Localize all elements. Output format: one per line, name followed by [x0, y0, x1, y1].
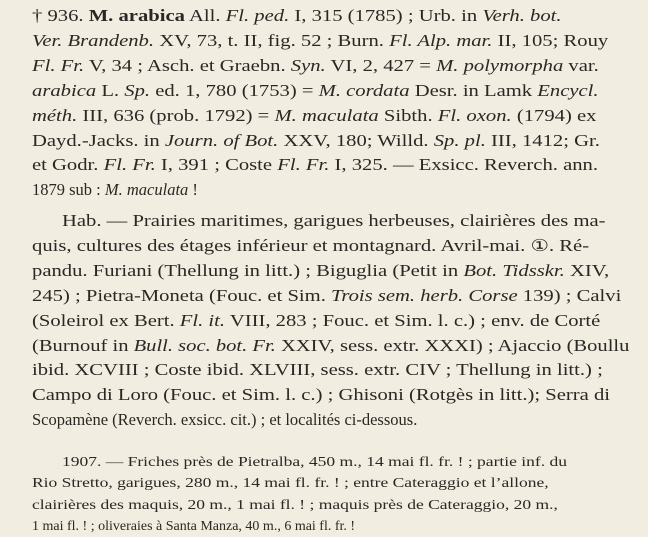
text-run: 245) ; Pietra-Moneta (Fouc. et Sim. [32, 286, 332, 305]
text-run: 139) ; Calvi [517, 286, 622, 305]
habitat-line [32, 383, 610, 407]
text-run: Fl. Fr. [32, 56, 85, 75]
text-run: ! [188, 180, 198, 199]
text-run: Fl. Alp. mar. [389, 31, 493, 50]
text-run: Sp. [124, 81, 151, 100]
note-line [32, 474, 549, 494]
text-run: Fl. Fr. [277, 155, 330, 174]
entry-line [32, 29, 608, 53]
entry-line [32, 129, 600, 153]
entry-line [32, 104, 596, 128]
text-run: XIV, [564, 261, 610, 280]
text-run: quis, cultures des étages inférieur et montagnard. Avril-mai. ①. Ré- [32, 236, 590, 255]
text-run: 1907. — Friches près de Pietralba, 450 m., 14 mai fl. fr. ! ; partie inf. du [62, 455, 567, 470]
text-run: Bot. Tidsskr. [463, 261, 565, 280]
note-line [62, 453, 567, 473]
habitat-line [62, 209, 606, 233]
text-run: III, 636 (prob. 1792) = [77, 106, 275, 125]
text-run: M. maculata [104, 180, 189, 199]
text-run: M. arabica [88, 6, 185, 25]
text-run: (Soleirol ex Bert. [32, 311, 180, 330]
text-run: Syn. [290, 56, 326, 75]
text-run: ed. 1, 780 (1753) = [150, 81, 319, 100]
text-run: (Burnouf in [32, 336, 134, 355]
text-run: Encycl. [537, 81, 599, 100]
text-run: Trois sem. herb. Corse [331, 286, 518, 305]
habitat-line [32, 284, 621, 308]
text-run: XXV, 180; Willd. [278, 131, 434, 150]
text-run: All. [184, 6, 226, 25]
entry-line [32, 54, 599, 78]
text-run: I, 325. — Exsicc. Reverch. ann. [329, 155, 599, 174]
habitat-line [32, 259, 609, 283]
note-line [32, 517, 355, 537]
text-run: III, 1412; Gr. [485, 131, 600, 150]
text-run: Ver. Brandenb. [32, 31, 155, 50]
text-run: (1794) ex [511, 106, 597, 125]
entry-line [32, 153, 598, 177]
text-run: 1 mai fl. ! ; oliveraies à Santa Manza, 40 m., 6 mai fl. fr. ! [32, 519, 356, 534]
text-run: Scopamène (Reverch. exsicc. cit.) ; et localités ci-dessous. [32, 410, 418, 429]
text-run: XV, 73, t. II, fig. 52 ; Burn. [154, 31, 390, 50]
text-run: Fl. it. [179, 311, 226, 330]
text-run: Hab. — Prairies maritimes, garigues herbeuses, clairières des ma- [62, 211, 606, 230]
habitat-line [32, 334, 629, 358]
text-run: I, 315 (1785) ; Urb. in [289, 6, 483, 25]
text-run: M. polymorpha [436, 56, 564, 75]
text-run: M. maculata [274, 106, 379, 125]
text-run: 1879 sub : [32, 180, 105, 199]
habitat-line [32, 408, 417, 432]
text-run: Fl. ped. [225, 6, 290, 25]
habitat-line [32, 358, 603, 382]
text-run: et Godr. [32, 155, 104, 174]
text-run: VI, 2, 427 = [325, 56, 437, 75]
text-run: L. [96, 81, 125, 100]
text-run: † 936. [32, 6, 89, 25]
text-run: Journ. of Bot. [164, 131, 279, 150]
text-run: I, 391 ; Coste [155, 155, 278, 174]
text-run: Desr. in Lamk [409, 81, 538, 100]
text-run: Campo di Loro (Fouc. et Sim. l. c.) ; Ghisoni (Rotgès in litt.); Serra di [32, 385, 611, 404]
text-run: clairières des maquis, 20 m., 1 mai fl. ! ; maquis près de Cateraggio, 20 m., [32, 498, 558, 513]
text-run: ibid. XCVIII ; Coste ibid. XLVIII, sess. extr. CIV ; Thellung in litt.) ; [32, 360, 603, 379]
habitat-line [32, 234, 589, 258]
entry-line [32, 178, 198, 202]
text-run: pandu. Furiani (Thellung in litt.) ; Biguglia (Petit in [32, 261, 464, 280]
text-run: Bull. soc. bot. Fr. [133, 336, 276, 355]
text-run: II, 105; Rouy [492, 31, 609, 50]
text-run: Fl. oxon. [437, 106, 512, 125]
text-run: Rio Stretto, garigues, 280 m., 14 mai fl. fr. ! ; entre Cateraggio et l’allone, [32, 476, 549, 491]
text-run: méth. [32, 106, 78, 125]
note-line [32, 496, 558, 516]
entry-line [32, 79, 599, 103]
entry-line [32, 4, 562, 28]
text-run: XXIV, sess. extr. XXXI) ; Ajaccio (Boullu [275, 336, 630, 355]
text-run: var. [563, 56, 599, 75]
text-run: M. cordata [318, 81, 410, 100]
text-run: Dayd.-Jacks. in [32, 131, 165, 150]
habitat-line [32, 309, 600, 333]
text-run: Sibth. [378, 106, 438, 125]
text-run: V, 34 ; Asch. et Graebn. [84, 56, 291, 75]
text-run: Sp. pl. [433, 131, 486, 150]
text-run: arabica [32, 81, 97, 100]
text-run: Verh. bot. [482, 6, 562, 25]
text-run: Fl. Fr. [103, 155, 156, 174]
text-run: VIII, 283 ; Fouc. et Sim. l. c.) ; env. de Corté [225, 311, 601, 330]
